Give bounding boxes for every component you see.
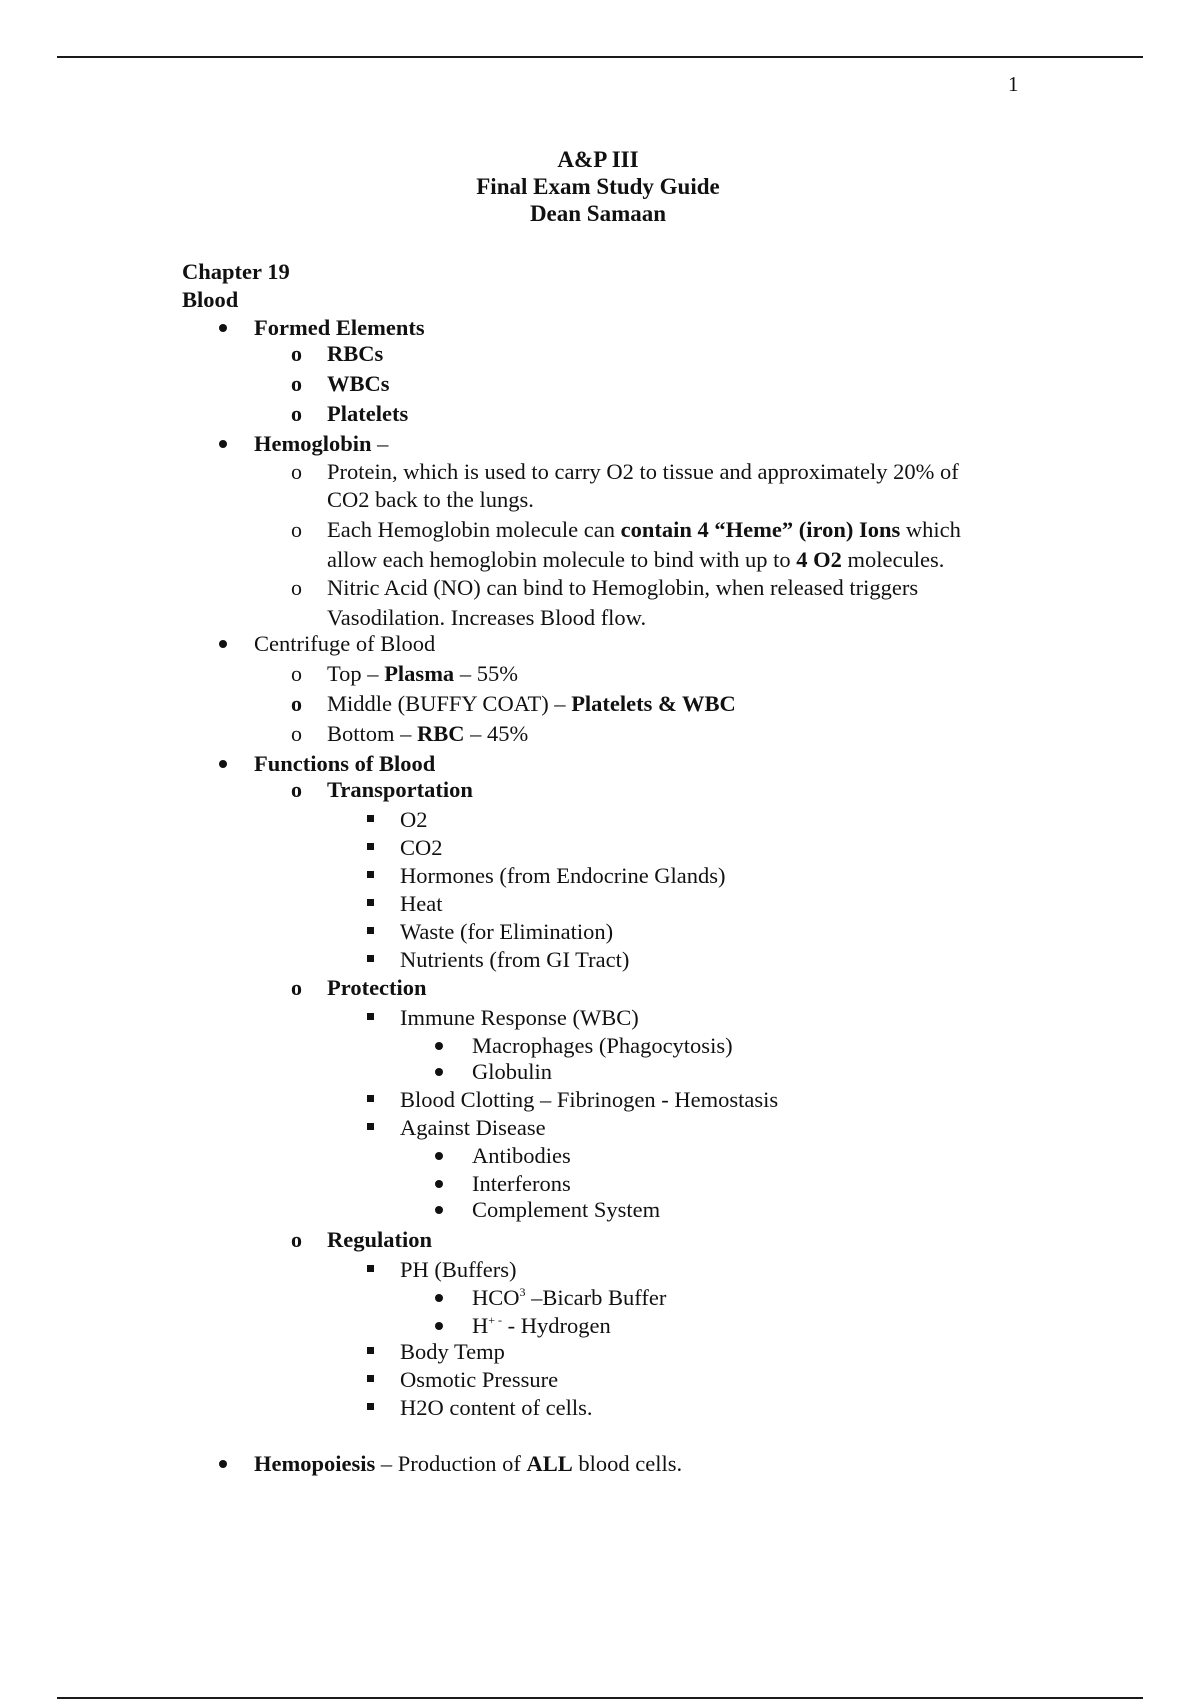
square-bullet — [367, 1403, 374, 1410]
protection-label: Protection — [327, 975, 427, 1000]
list-item: Body Temp — [400, 1339, 505, 1364]
hemoglobin-point-1-line-1: Protein, which is used to carry O2 to tissue and approximately 20% of — [327, 459, 959, 484]
square-bullet — [367, 871, 374, 878]
hemoglobin-dash: – — [371, 431, 389, 456]
blood-clotting: Blood Clotting – Fibrinogen - Hemostasis — [400, 1087, 779, 1112]
list-item: RBCs — [327, 341, 384, 366]
bullet-dot — [435, 1322, 443, 1330]
text-run-bold: Plasma — [384, 661, 455, 686]
centrifuge-bottom — [327, 720, 528, 748]
text-run: Top – — [327, 661, 385, 686]
list-item: Platelets — [327, 401, 409, 426]
circle-bullet: o — [291, 371, 302, 396]
circle-bullet: o — [291, 459, 302, 484]
hemoglobin-point-2-line-2 — [327, 546, 944, 574]
text-run: Bottom – — [327, 721, 418, 746]
list-item: CO2 — [400, 835, 443, 860]
text-run: HCO — [472, 1285, 520, 1310]
circle-bullet: o — [291, 1227, 302, 1252]
centrifuge-top — [327, 660, 518, 688]
bullet-dot — [435, 1206, 443, 1214]
chapter-topic: Blood — [182, 287, 239, 312]
hemopoiesis-line — [254, 1450, 682, 1478]
list-item: WBCs — [327, 371, 390, 396]
hemoglobin-point-3-line-2: Vasodilation. Increases Blood flow. — [327, 605, 647, 630]
square-bullet — [367, 1013, 374, 1020]
square-bullet — [367, 927, 374, 934]
bullet-dot — [435, 1042, 443, 1050]
circle-bullet: o — [291, 777, 302, 802]
text-run: –Bicarb Buffer — [525, 1285, 667, 1310]
centrifuge-middle — [327, 690, 736, 718]
list-item: Macrophages (Phagocytosis) — [472, 1033, 733, 1058]
square-bullet — [367, 899, 374, 906]
bullet-dot — [219, 440, 227, 448]
regulation-label: Regulation — [327, 1227, 433, 1252]
hemoglobin-point-3-line-1: Nitric Acid (NO) can bind to Hemoglobin, when released triggers — [327, 575, 919, 600]
hemoglobin-label: Hemoglobin — [254, 431, 372, 456]
bullet-dot — [435, 1294, 443, 1302]
bullet-dot — [219, 640, 227, 648]
ph-buffers: PH (Buffers) — [400, 1257, 517, 1282]
square-bullet — [367, 1095, 374, 1102]
circle-bullet: o — [291, 975, 302, 1000]
text-run: blood cells. — [572, 1451, 683, 1476]
circle-bullet: o — [291, 661, 302, 686]
list-item: Waste (for Elimination) — [400, 919, 614, 944]
centrifuge-label: Centrifuge of Blood — [254, 631, 436, 656]
circle-bullet: o — [291, 517, 302, 542]
list-item: H2O content of cells. — [400, 1395, 593, 1420]
circle-bullet: o — [291, 721, 302, 746]
functions-label: Functions of Blood — [254, 751, 436, 776]
text-run: H — [472, 1313, 489, 1338]
list-item: Globulin — [472, 1059, 553, 1084]
text-run-bold: Platelets & WBC — [571, 691, 736, 716]
list-item: Nutrients (from GI Tract) — [400, 947, 630, 972]
hemopoiesis-label: Hemopoiesis — [254, 1451, 376, 1476]
hemoglobin-point-2-line-1 — [327, 516, 961, 544]
list-item: Interferons — [472, 1171, 571, 1196]
list-item: Complement System — [472, 1197, 661, 1222]
circle-bullet: o — [291, 401, 302, 426]
text-run: – Production of — [375, 1451, 527, 1476]
square-bullet — [367, 1123, 374, 1130]
text-run-bold: ALL — [526, 1451, 573, 1476]
bullet-dot — [435, 1152, 443, 1160]
list-item: Heat — [400, 891, 443, 916]
bullet-dot — [219, 324, 227, 332]
square-bullet — [367, 1265, 374, 1272]
transportation-label: Transportation — [327, 777, 473, 802]
text-run: allow each hemoglobin molecule to bind with up to — [327, 547, 797, 572]
circle-bullet: o — [291, 575, 302, 600]
author-name: Dean Samaan — [529, 201, 667, 226]
bullet-dot — [219, 1460, 227, 1468]
text-run: Middle (BUFFY COAT) – — [327, 691, 572, 716]
formed-elements-label: Formed Elements — [254, 315, 425, 340]
list-item: Hormones (from Endocrine Glands) — [400, 863, 726, 888]
text-run: molecules. — [841, 547, 945, 572]
bottom-rule — [57, 1697, 1143, 1699]
circle-bullet: o — [291, 691, 302, 716]
list-item: Osmotic Pressure — [400, 1367, 559, 1392]
text-run: Each Hemoglobin molecule can — [327, 517, 621, 542]
guide-title: Final Exam Study Guide — [476, 174, 720, 199]
text-run-bold: RBC — [417, 721, 465, 746]
hydrogen — [472, 1312, 611, 1340]
square-bullet — [367, 955, 374, 962]
document-title — [0, 146, 1196, 227]
top-rule — [57, 56, 1143, 58]
text-run: which — [900, 517, 961, 542]
bullet-dot — [435, 1180, 443, 1188]
text-run: – 45% — [464, 721, 529, 746]
course-title: A&P III — [557, 147, 639, 172]
bullet-dot — [435, 1068, 443, 1076]
immune-response: Immune Response (WBC) — [400, 1005, 639, 1030]
bullet-dot — [219, 760, 227, 768]
text-run: – 55% — [454, 661, 518, 686]
superscript: 3 — [519, 1285, 526, 1299]
square-bullet — [367, 1347, 374, 1354]
bicarb-buffer — [472, 1284, 666, 1312]
square-bullet — [367, 1375, 374, 1382]
chapter-label: Chapter 19 — [182, 259, 290, 284]
page-number: 1 — [1008, 72, 1019, 96]
text-run-bold: contain 4 “Heme” (iron) Ions — [620, 517, 901, 542]
hemoglobin-heading — [254, 430, 388, 458]
text-run-bold: 4 O2 — [796, 547, 842, 572]
hemoglobin-point-1-line-2: CO2 back to the lungs. — [327, 487, 534, 512]
text-run: - Hydrogen — [502, 1313, 611, 1338]
list-item: Antibodies — [472, 1143, 571, 1168]
against-disease: Against Disease — [400, 1115, 546, 1140]
circle-bullet: o — [291, 341, 302, 366]
list-item: O2 — [400, 807, 428, 832]
superscript: + - — [488, 1313, 503, 1327]
square-bullet — [367, 843, 374, 850]
square-bullet — [367, 815, 374, 822]
